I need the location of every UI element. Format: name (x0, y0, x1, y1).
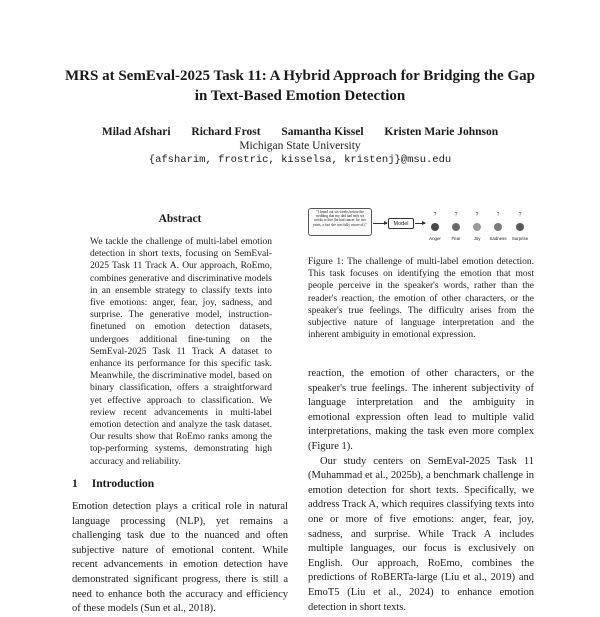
title-line-1: MRS at SemEval-2025 Task 11: A Hybrid Approach for Bridging the Gap (65, 68, 535, 84)
sadness-face-icon (494, 223, 502, 231)
uncertain-mark: ? (496, 212, 500, 218)
author-name: Milad Afshari (101, 126, 171, 138)
author-name: Richard Frost (191, 126, 261, 138)
section-number: 1 (72, 478, 78, 490)
emotion-label: Surprise (511, 236, 529, 241)
emotion-label: Sadness (489, 236, 507, 241)
figure-model-box: Model (388, 218, 414, 229)
introduction-text: Emotion detection plays a critical role in natural language processing (NLP), yet remains a challenging task due to the nuanced and often subjective nature of emotional content. While recent advancements in emotion detection have demonstrated significant progress, there is still a need to enhance both the accuracy and efficiency of these models (Sun et al., 2018). (72, 501, 288, 615)
section-title: Introduction (91, 478, 155, 490)
figure-1-diagram (308, 208, 534, 248)
emotion-anger (426, 212, 444, 242)
emotion-surprise (511, 212, 529, 242)
figure-input-text-box: "I found out six weeks before the wedding that my dad had only six weeks to live (he had cancer for two years, a fact she was fully aware of)." (308, 208, 372, 236)
abstract-heading: Abstract (158, 213, 202, 225)
fear-face-icon (452, 223, 460, 231)
paragraph: reaction, the emotion of other characters, or the speaker's true feelings. The inherent subjectivity of language interpretation and the ambiguity in emotional expression often lead to multiple valid interpretations, making the task even more complex (Figure 1). (308, 368, 534, 452)
joy-face-icon (473, 223, 481, 231)
emotion-label: Joy (473, 236, 481, 241)
emotion-fear (447, 212, 465, 242)
author-name: Samantha Kissel (281, 126, 364, 138)
emotion-label: Anger (429, 236, 441, 241)
author-list (40, 126, 560, 138)
uncertain-mark: ? (475, 212, 479, 218)
uncertain-mark: ? (518, 212, 522, 218)
emotion-label: Fear (451, 236, 461, 241)
affiliation: Michigan State University (239, 140, 361, 152)
arrow-to-model (373, 223, 387, 224)
paper-title (40, 66, 560, 106)
emotion-sadness (489, 212, 507, 242)
emotion-joy (468, 212, 486, 242)
anger-face-icon (431, 223, 439, 231)
figure-1-caption: Figure 1: The challenge of multi-label emotion detection. This task focuses on identifying the emotion that most people perceive in the speaker's words, rather than the reader's reaction, the emotion of other characters, or the speaker's true feelings. The difficulty arises from the subjective nature of language interpretation and the inherent ambiguity in emotional expression. (308, 257, 534, 341)
uncertain-mark: ? (433, 212, 437, 218)
section-heading-introduction (72, 478, 154, 490)
surprise-face-icon (516, 223, 524, 231)
uncertain-mark: ? (454, 212, 458, 218)
right-column-text (308, 367, 534, 615)
arrow-to-emotions (415, 223, 425, 224)
abstract-text: We tackle the challenge of multi-label emotion detection in short texts, focusing on SemEval-2025 Task 11 Track A. Our approach, RoEmo, combines generative and discriminative models in an ensemble strategy to classify texts into five emotions: anger, fear, joy, sadness, and surprise. The generative model, instruction-finetuned on emotion detection datasets, undergoes additional fine-tuning on the SemEval-2025 Task 11 Track A dataset to enhance its performance for this specific task. Meanwhile, the discriminative model, based on binary classification, offers a straightforward yet effective approach to classification. We review recent advancements in multi-label emotion detection and analyze the task dataset. Our results show that RoEmo ranks among the top-performing systems, demonstrating high accuracy and reliability. (90, 237, 272, 467)
paragraph: Our study centers on SemEval-2025 Task 11 (Muhammad et al., 2025b), a benchmark challenge in emotion detection for short texts. Specifically, we address Track A, which requires classifying texts into one or more of five emotions: anger, fear, joy, sadness, and surprise. While Track A includes multiple languages, our focus is exclusively on English. Our approach, RoEmo, combines the predictions of RoBERTa-large (Liu et al., 2019) and EmoT5 (Liu et al., 2024) to enhance emotion detection in short texts. (308, 455, 534, 613)
author-emails: {afsharim, frostric, kisselsa, kristenj}@msu.edu (148, 154, 452, 166)
title-line-2: in Text-Based Emotion Detection (194, 88, 406, 104)
author-name: Kristen Marie Johnson (384, 126, 499, 138)
